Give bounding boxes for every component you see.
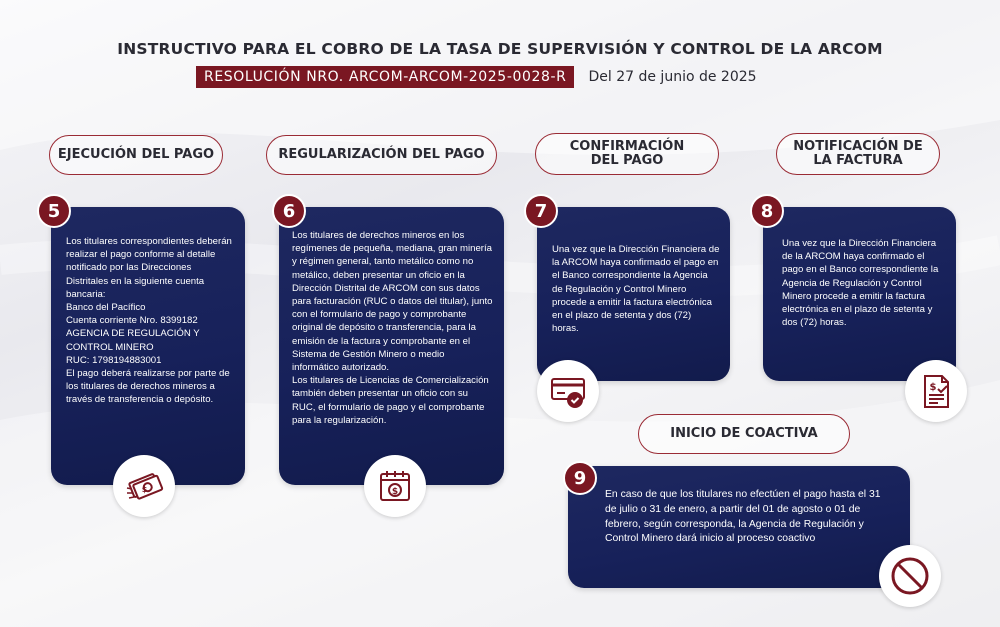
step-7-heading-line1: CONFIRMACIÓN [569,139,685,154]
step-5-card [51,207,245,485]
step-7-heading [535,133,719,175]
step-5-agency: AGENCIA DE REGULACIÓN Y CONTROL MINERO [66,328,200,353]
step-8-heading [776,133,940,175]
step-8-heading-line1: NOTIFICACIÓN DE [793,139,923,154]
step-7-card [537,207,730,381]
step-5-text-2: El pago deberá realizarse por parte de los titulares de derechos mineros a través de transferencia o depósito. [66,368,230,406]
step-8-card [763,207,956,381]
step-6-heading: REGULARIZACIÓN DEL PAGO [266,135,497,175]
step-5-number: 5 [37,194,71,228]
step-8-text: Una vez que la Dirección Financiera de la ARCOM haya confirmado el pago en el Banco correspondiente la Agencia de Regulación y Control Minero procede a emitir la factura electrónica en el plazo de setenta y dos (72) horas. [782,238,939,329]
step-9-text: En caso de que los titulares no efectúen el pago hasta el 31 de julio o 31 de enero, a partir del 01 de agosto o 01 de febrero, según corresponda, la Agencia de Regulación y Control Minero dará inicio al proceso coactivo [605,489,881,545]
money-bill-icon [113,455,175,517]
prohibited-icon [879,545,941,607]
step-9-card [568,466,910,588]
svg-text:$: $ [141,485,148,494]
svg-text:$: $ [929,382,937,393]
step-7-number: 7 [524,194,558,228]
step-5-bank: Banco del Pacífico [66,302,146,314]
step-5-account: Cuenta corriente Nro. 8399182 [66,315,198,327]
step-9-heading: INICIO DE COACTIVA [638,414,850,454]
card-check-icon [537,360,599,422]
resolution-date: Del 27 de junio de 2025 [588,69,757,85]
invoice-icon [905,360,967,422]
calendar-dollar-icon [364,455,426,517]
step-5-heading: EJECUCIÓN DEL PAGO [49,135,223,175]
step-6-card [279,207,504,485]
resolution-row [196,66,757,88]
step-7-text: Una vez que la Dirección Financiera de la ARCOM haya confirmado el pago en el Banco correspondiente la Agencia de Regulación y Control Minero procede a emitir la factura electrónica en el plazo de setenta y dos (72) horas. [552,244,720,335]
svg-text:$: $ [391,487,399,497]
page-title: INSTRUCTIVO PARA EL COBRO DE LA TASA DE SUPERVISIÓN Y CONTROL DE LA ARCOM [117,40,883,58]
step-5-text-1: Los titulares correspondientes deberán realizar el pago conforme al detalle notificado por las Direcciones Distritales en la siguiente cuenta bancaria: [66,236,232,300]
step-8-number: 8 [750,194,784,228]
step-5-ruc: RUC: 1798194883001 [66,354,162,366]
resolution-badge: RESOLUCIÓN NRO. ARCOM-ARCOM-2025-0028-R [196,66,574,88]
step-7-heading-line2: DEL PAGO [590,153,664,168]
step-6-text-2: Los titulares de Licencias de Comercialización también deben presentar un oficio con su RUC, el formulario de pago y el comprobante para la regularización. [292,375,489,426]
step-6-number: 6 [272,194,306,228]
step-8-heading-line2: LA FACTURA [813,153,903,168]
step-6-text-1: Los titulares de derechos mineros en los regímenes de pequeña, mediana, gran minería y régimen general, tanto metálico como no metálico, deben presentar un oficio en la Dirección Distrital de ARCOM con sus datos para facturación (RUC o datos del titular), junto con el formulario de pago y comprobante original de depósito o transferencia, para la emisión de la factura y comprobante en el Sistema de Gestión Minero o medio informático autorizado. [292,230,493,374]
step-9-number: 9 [563,461,597,495]
